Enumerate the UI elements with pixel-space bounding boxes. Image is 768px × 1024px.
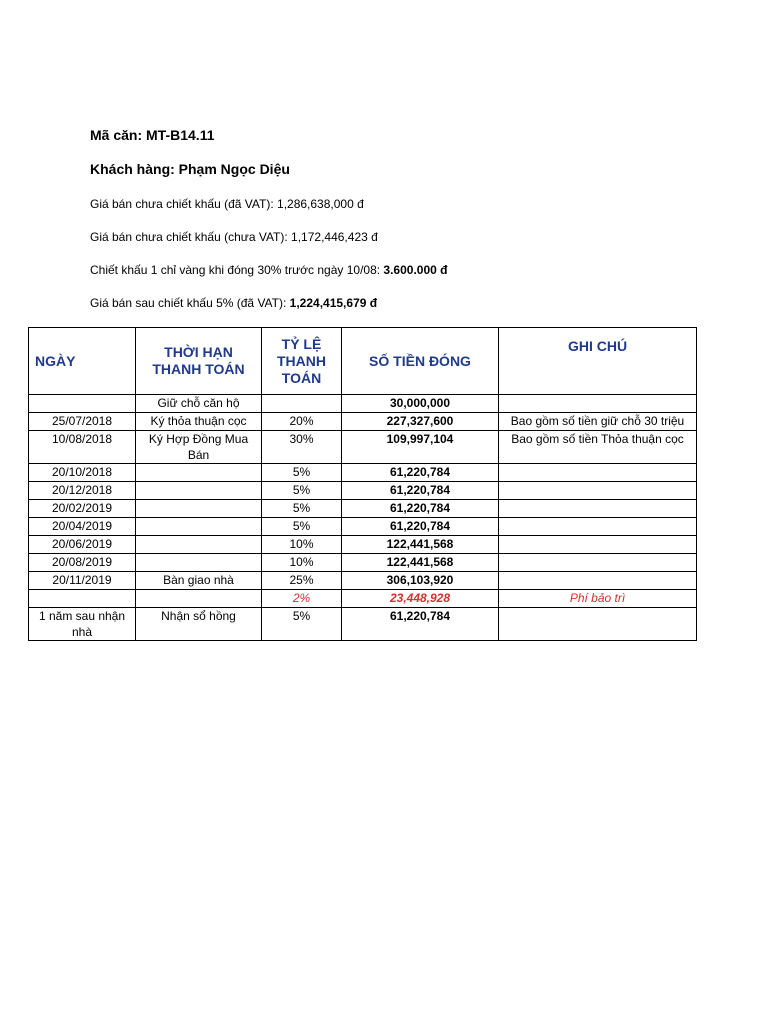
cell-term: Giữ chỗ căn hộ (136, 395, 262, 413)
cell-note: Bao gồm số tiền Thỏa thuận cọc (499, 431, 697, 464)
col-header-term: THỜI HẠN THANH TOÁN (136, 328, 262, 395)
cell-rate: 5% (262, 608, 342, 641)
table-row-maintenance-fee (29, 590, 697, 608)
cell-amount: 61,220,784 (342, 518, 499, 536)
cell-term (136, 518, 262, 536)
cell-term (136, 590, 262, 608)
cell-date: 20/11/2019 (29, 572, 136, 590)
customer-name: Khách hàng: Phạm Ngọc Diệu (90, 161, 290, 177)
cell-date: 10/08/2018 (29, 431, 136, 464)
cell-term (136, 536, 262, 554)
table-row (29, 413, 697, 431)
col-header-date: NGÀY (29, 328, 136, 395)
table-row (29, 395, 697, 413)
cell-amount: 227,327,600 (342, 413, 499, 431)
cell-amount: 30,000,000 (342, 395, 499, 413)
cell-rate (262, 395, 342, 413)
cell-rate: 30% (262, 431, 342, 464)
cell-amount: 23,448,928 (342, 590, 499, 608)
cell-rate: 5% (262, 518, 342, 536)
price-without-vat: Giá bán chưa chiết khấu (chưa VAT): 1,172,446,423 đ (90, 230, 378, 244)
discount-line (90, 263, 447, 277)
cell-rate: 2% (262, 590, 342, 608)
cell-note (499, 518, 697, 536)
cell-rate: 10% (262, 536, 342, 554)
cell-term (136, 500, 262, 518)
table-row (29, 554, 697, 572)
cell-date: 25/07/2018 (29, 413, 136, 431)
cell-amount: 61,220,784 (342, 500, 499, 518)
table-row (29, 608, 697, 641)
payment-schedule-table (28, 327, 697, 641)
cell-term: Ký Hợp Đồng Mua Bán (136, 431, 262, 464)
cell-term: Ký thỏa thuận cọc (136, 413, 262, 431)
cell-amount: 122,441,568 (342, 554, 499, 572)
cell-note (499, 464, 697, 482)
table-row (29, 518, 697, 536)
cell-date: 20/06/2019 (29, 536, 136, 554)
cell-date: 20/10/2018 (29, 464, 136, 482)
unit-code: Mã căn: MT-B14.11 (90, 127, 215, 143)
cell-rate: 5% (262, 500, 342, 518)
cell-date: 1 năm sau nhận nhà (29, 608, 136, 641)
cell-note (499, 500, 697, 518)
table-row (29, 536, 697, 554)
cell-amount: 61,220,784 (342, 464, 499, 482)
cell-amount: 306,103,920 (342, 572, 499, 590)
cell-rate: 5% (262, 482, 342, 500)
cell-note (499, 572, 697, 590)
cell-note: Bao gồm số tiền giữ chỗ 30 triệu (499, 413, 697, 431)
cell-rate: 5% (262, 464, 342, 482)
cell-date: 20/02/2019 (29, 500, 136, 518)
cell-amount: 61,220,784 (342, 482, 499, 500)
discount-label: Chiết khấu 1 chỉ vàng khi đóng 30% trước ngày 10/08: (90, 263, 384, 277)
cell-date (29, 395, 136, 413)
cell-date: 20/04/2019 (29, 518, 136, 536)
table-row (29, 482, 697, 500)
discount-value: 3.600.000 đ (383, 263, 448, 277)
cell-amount: 109,997,104 (342, 431, 499, 464)
cell-term (136, 554, 262, 572)
cell-note (499, 395, 697, 413)
final-price-value: 1,224,415,679 đ (289, 296, 378, 310)
table-row (29, 572, 697, 590)
cell-note (499, 554, 697, 572)
cell-note (499, 482, 697, 500)
cell-term (136, 464, 262, 482)
cell-amount: 61,220,784 (342, 608, 499, 641)
table-row (29, 500, 697, 518)
cell-term: Bàn giao nhà (136, 572, 262, 590)
cell-note (499, 608, 697, 641)
cell-date: 20/08/2019 (29, 554, 136, 572)
col-header-note: GHI CHÚ (499, 328, 697, 395)
cell-amount: 122,441,568 (342, 536, 499, 554)
table-row (29, 431, 697, 464)
final-price-label: Giá bán sau chiết khấu 5% (đã VAT): (90, 296, 290, 310)
col-header-amount: SỐ TIỀN ĐÓNG (342, 328, 499, 395)
cell-rate: 10% (262, 554, 342, 572)
cell-date (29, 590, 136, 608)
cell-note (499, 536, 697, 554)
col-header-rate: TỶ LỆ THANH TOÁN (262, 328, 342, 395)
final-price-line (90, 296, 377, 310)
cell-note: Phí bảo trì (499, 590, 697, 608)
cell-date: 20/12/2018 (29, 482, 136, 500)
cell-term: Nhận sổ hồng (136, 608, 262, 641)
cell-term (136, 482, 262, 500)
table-row (29, 464, 697, 482)
cell-rate: 20% (262, 413, 342, 431)
cell-rate: 25% (262, 572, 342, 590)
price-with-vat: Giá bán chưa chiết khấu (đã VAT): 1,286,638,000 đ (90, 197, 364, 211)
table-header-row (29, 328, 697, 395)
